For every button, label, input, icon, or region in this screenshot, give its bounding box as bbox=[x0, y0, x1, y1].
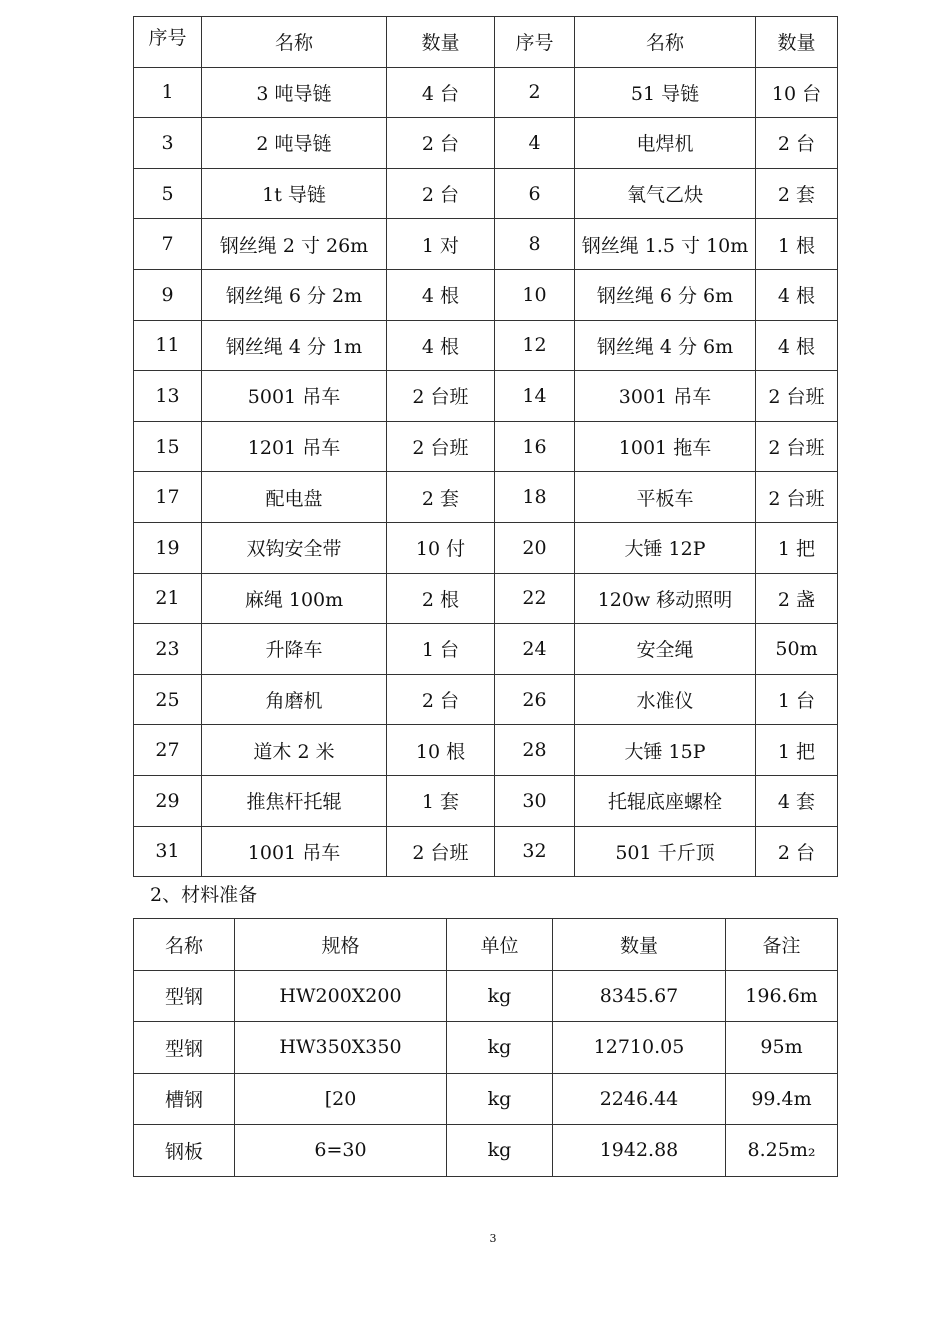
section-title: 2、材料准备 bbox=[150, 884, 258, 906]
header-cell: 单位 bbox=[447, 919, 553, 971]
table-cell: 196.6m bbox=[726, 970, 838, 1022]
table-cell: 13 bbox=[134, 371, 202, 422]
table-row bbox=[134, 219, 838, 270]
table-cell: 2 盏 bbox=[756, 573, 838, 624]
table-cell: 5001 吊车 bbox=[202, 371, 387, 422]
table-cell: 升降车 bbox=[202, 624, 387, 675]
header-cell: 数量 bbox=[553, 919, 726, 971]
table-cell: 3 bbox=[134, 118, 202, 169]
table-cell: 17 bbox=[134, 472, 202, 523]
table-cell: 4 台 bbox=[387, 67, 495, 118]
table-row bbox=[134, 168, 838, 219]
tools-table-body bbox=[134, 17, 838, 877]
table-cell: 电焊机 bbox=[575, 118, 756, 169]
table-cell: 2 台 bbox=[387, 674, 495, 725]
table-row bbox=[134, 269, 838, 320]
table-cell: 3 吨导链 bbox=[202, 67, 387, 118]
table-row bbox=[134, 421, 838, 472]
table-cell: kg bbox=[447, 970, 553, 1022]
table-row bbox=[134, 1073, 838, 1125]
table-cell: 22 bbox=[495, 573, 575, 624]
materials-table-body bbox=[134, 919, 838, 1177]
header-cell: 名称 bbox=[575, 17, 756, 68]
table-cell: 8345.67 bbox=[553, 970, 726, 1022]
header-cell: 数量 bbox=[756, 17, 838, 68]
table-cell: 6 bbox=[495, 168, 575, 219]
table-cell: 平板车 bbox=[575, 472, 756, 523]
table-row bbox=[134, 1022, 838, 1074]
table-cell: 1 根 bbox=[756, 219, 838, 270]
table-cell: 2 台班 bbox=[387, 826, 495, 877]
tools-header-row bbox=[134, 17, 838, 68]
table-cell: 氧气乙炔 bbox=[575, 168, 756, 219]
table-cell: 120w 移动照明 bbox=[575, 573, 756, 624]
table-cell: 4 套 bbox=[756, 775, 838, 826]
table-cell: 4 根 bbox=[756, 320, 838, 371]
header-cell: 序号 bbox=[495, 17, 575, 68]
table-row bbox=[134, 674, 838, 725]
table-cell: 1 台 bbox=[756, 674, 838, 725]
table-cell: 道木 2 米 bbox=[202, 725, 387, 776]
table-cell: 钢丝绳 4 分 6m bbox=[575, 320, 756, 371]
table-cell: 5 bbox=[134, 168, 202, 219]
table-cell: 10 付 bbox=[387, 522, 495, 573]
table-cell: 12 bbox=[495, 320, 575, 371]
header-cell: 名称 bbox=[134, 919, 235, 971]
table-cell: 7 bbox=[134, 219, 202, 270]
table-cell: 2 台班 bbox=[756, 371, 838, 422]
table-cell: 1 bbox=[134, 67, 202, 118]
table-cell: 501 千斤顶 bbox=[575, 826, 756, 877]
table-row bbox=[134, 320, 838, 371]
table-cell: 1 对 bbox=[387, 219, 495, 270]
table-cell: 31 bbox=[134, 826, 202, 877]
table-cell: 配电盘 bbox=[202, 472, 387, 523]
table-cell: 2 台班 bbox=[756, 421, 838, 472]
table-cell: 10 台 bbox=[756, 67, 838, 118]
table-cell: 1 台 bbox=[387, 624, 495, 675]
table-cell: 2 bbox=[495, 67, 575, 118]
table-cell: 4 bbox=[495, 118, 575, 169]
table-cell: 1 把 bbox=[756, 522, 838, 573]
table-row bbox=[134, 573, 838, 624]
table-cell: 1 把 bbox=[756, 725, 838, 776]
table-cell: 23 bbox=[134, 624, 202, 675]
table-cell: 2 套 bbox=[387, 472, 495, 523]
table-cell: 钢丝绳 6 分 2m bbox=[202, 269, 387, 320]
table-cell: 21 bbox=[134, 573, 202, 624]
header-cell: 备注 bbox=[726, 919, 838, 971]
table-cell: 槽钢 bbox=[134, 1073, 235, 1125]
table-row bbox=[134, 118, 838, 169]
table-cell: 钢丝绳 6 分 6m bbox=[575, 269, 756, 320]
table-cell: HW350X350 bbox=[235, 1022, 447, 1074]
table-cell: 1001 拖车 bbox=[575, 421, 756, 472]
table-cell: 2 台 bbox=[387, 118, 495, 169]
table-cell: 2 台 bbox=[387, 168, 495, 219]
table-cell: 12710.05 bbox=[553, 1022, 726, 1074]
table-cell: kg bbox=[447, 1022, 553, 1074]
table-cell: 1942.88 bbox=[553, 1125, 726, 1177]
table-cell: 4 根 bbox=[756, 269, 838, 320]
table-cell: 99.4m bbox=[726, 1073, 838, 1125]
table-cell: 11 bbox=[134, 320, 202, 371]
table-cell: 角磨机 bbox=[202, 674, 387, 725]
table-cell: 14 bbox=[495, 371, 575, 422]
header-cell: 序号 bbox=[134, 17, 202, 68]
table-cell: 19 bbox=[134, 522, 202, 573]
table-cell: 9 bbox=[134, 269, 202, 320]
header-cell: 数量 bbox=[387, 17, 495, 68]
table-cell: 钢丝绳 4 分 1m bbox=[202, 320, 387, 371]
table-row bbox=[134, 970, 838, 1022]
table-cell: 15 bbox=[134, 421, 202, 472]
table-cell: 1201 吊车 bbox=[202, 421, 387, 472]
table-cell: 型钢 bbox=[134, 970, 235, 1022]
table-cell: 10 bbox=[495, 269, 575, 320]
table-row bbox=[134, 67, 838, 118]
table-cell: 推焦杆托辊 bbox=[202, 775, 387, 826]
table-cell: 安全绳 bbox=[575, 624, 756, 675]
table-row bbox=[134, 725, 838, 776]
table-cell: 10 根 bbox=[387, 725, 495, 776]
table-cell: 2 吨导链 bbox=[202, 118, 387, 169]
table-cell: 29 bbox=[134, 775, 202, 826]
table-cell: kg bbox=[447, 1125, 553, 1177]
table-cell: 2 台 bbox=[756, 118, 838, 169]
table-cell: [20 bbox=[235, 1073, 447, 1125]
table-cell: 26 bbox=[495, 674, 575, 725]
table-cell: 钢丝绳 1.5 寸 10m bbox=[575, 219, 756, 270]
table-cell: 6=30 bbox=[235, 1125, 447, 1177]
table-row bbox=[134, 371, 838, 422]
table-cell: 2 台班 bbox=[387, 421, 495, 472]
table-cell: 2 套 bbox=[756, 168, 838, 219]
table-cell: 20 bbox=[495, 522, 575, 573]
header-cell: 名称 bbox=[202, 17, 387, 68]
table-cell: 2 台班 bbox=[387, 371, 495, 422]
materials-header-row bbox=[134, 919, 838, 971]
table-cell: 16 bbox=[495, 421, 575, 472]
table-cell: 2246.44 bbox=[553, 1073, 726, 1125]
table-cell: 大锤 15P bbox=[575, 725, 756, 776]
table-cell: HW200X200 bbox=[235, 970, 447, 1022]
table-cell: 水准仪 bbox=[575, 674, 756, 725]
table-cell: 大锤 12P bbox=[575, 522, 756, 573]
table-cell: 30 bbox=[495, 775, 575, 826]
table-cell: 51 导链 bbox=[575, 67, 756, 118]
table-cell: 3001 吊车 bbox=[575, 371, 756, 422]
table-cell: 2 台班 bbox=[756, 472, 838, 523]
table-row bbox=[134, 775, 838, 826]
table-row bbox=[134, 472, 838, 523]
table-cell: 型钢 bbox=[134, 1022, 235, 1074]
table-cell: 27 bbox=[134, 725, 202, 776]
table-row bbox=[134, 826, 838, 877]
table-cell: kg bbox=[447, 1073, 553, 1125]
table-cell: 托辊底座螺栓 bbox=[575, 775, 756, 826]
table-row bbox=[134, 522, 838, 573]
table-cell: 4 根 bbox=[387, 269, 495, 320]
tools-table bbox=[133, 16, 838, 877]
table-cell: 2 台 bbox=[756, 826, 838, 877]
table-cell: 28 bbox=[495, 725, 575, 776]
table-row bbox=[134, 1125, 838, 1177]
table-cell: 25 bbox=[134, 674, 202, 725]
table-cell: 钢板 bbox=[134, 1125, 235, 1177]
table-cell: 4 根 bbox=[387, 320, 495, 371]
table-cell: 8 bbox=[495, 219, 575, 270]
table-cell: 1t 导链 bbox=[202, 168, 387, 219]
table-cell: 32 bbox=[495, 826, 575, 877]
table-cell: 钢丝绳 2 寸 26m bbox=[202, 219, 387, 270]
table-row bbox=[134, 624, 838, 675]
header-cell: 规格 bbox=[235, 919, 447, 971]
table-cell: 双钩安全带 bbox=[202, 522, 387, 573]
table-cell: 2 根 bbox=[387, 573, 495, 624]
table-cell: 麻绳 100m bbox=[202, 573, 387, 624]
table-cell: 1 套 bbox=[387, 775, 495, 826]
table-cell: 18 bbox=[495, 472, 575, 523]
page-number: 3 bbox=[489, 1232, 497, 1245]
table-cell: 95m bbox=[726, 1022, 838, 1074]
table-cell: 8.25m₂ bbox=[726, 1125, 838, 1177]
table-cell: 24 bbox=[495, 624, 575, 675]
table-cell: 1001 吊车 bbox=[202, 826, 387, 877]
materials-table bbox=[133, 918, 838, 1177]
table-cell: 50m bbox=[756, 624, 838, 675]
